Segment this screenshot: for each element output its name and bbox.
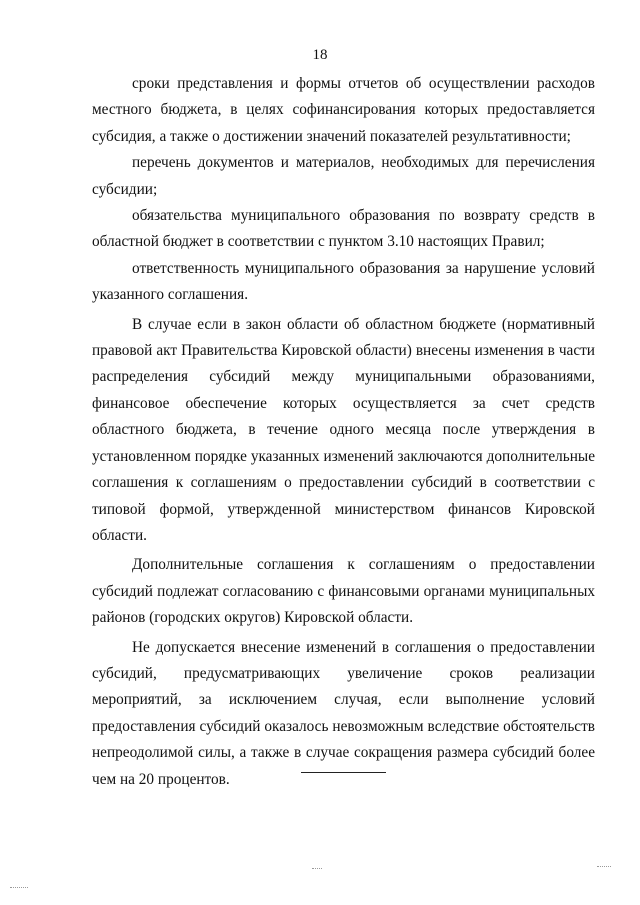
scan-artifact [312, 868, 322, 869]
paragraph-budget-changes: В случае если в закон области об областном бюджете (нормативный правовой акт Правительства Кировской области) внесены изменения в части распределения субсидий между муниципальными образованиями, финансовое обеспечение которых осуществляется за счет средств областного бюджета, в течение одного месяца после утверждения в установленном порядке указанных изменений заключаются дополнительные соглашения к соглашениям о предоставлении субсидий в соответствии с типовой формой, утвержденной министерством финансов Кировской области. [92, 315, 595, 544]
scan-artifact [10, 887, 28, 888]
document-body [92, 71, 595, 793]
paragraph-responsibility: ответственность муниципального образования за нарушение условий указанного соглашения. [92, 259, 595, 304]
scan-artifact [597, 866, 611, 867]
end-of-text-rule [301, 772, 386, 773]
paragraph-documents-list: перечень документов и материалов, необходимых для перечисления субсидии; [92, 154, 595, 198]
paragraph-return-obligations: обязательства муниципального образования по возврату средств в областной бюджет в соответствии с пунктом 3.10 настоящих Правил; [92, 207, 595, 251]
paragraph-additional-agreements: Дополнительные соглашения к соглашениям о предоставлении субсидий подлежат согласованию с финансовыми органами муниципальных районов (городских округов) Кировской области. [92, 556, 595, 627]
page-number: 18 [312, 47, 328, 63]
paragraph-no-changes-allowed: Не допускается внесение изменений в соглашения о предоставлении субсидий, предусматривающих увеличение сроков реализации мероприятий, за исключением случая, если выполнение условий предоставления субсидий оказалось невозможным вследствие обстоятельств непреодолимой силы, а также в случае сокращения размера субсидий более чем на 20 процентов. [92, 638, 595, 788]
paragraph-reporting-terms: сроки представления и формы отчетов об осуществлении расходов местного бюджета, в целях софинансирования которых предоставляется субсидия, а также о достижении значений показателей результативности; [92, 75, 595, 145]
